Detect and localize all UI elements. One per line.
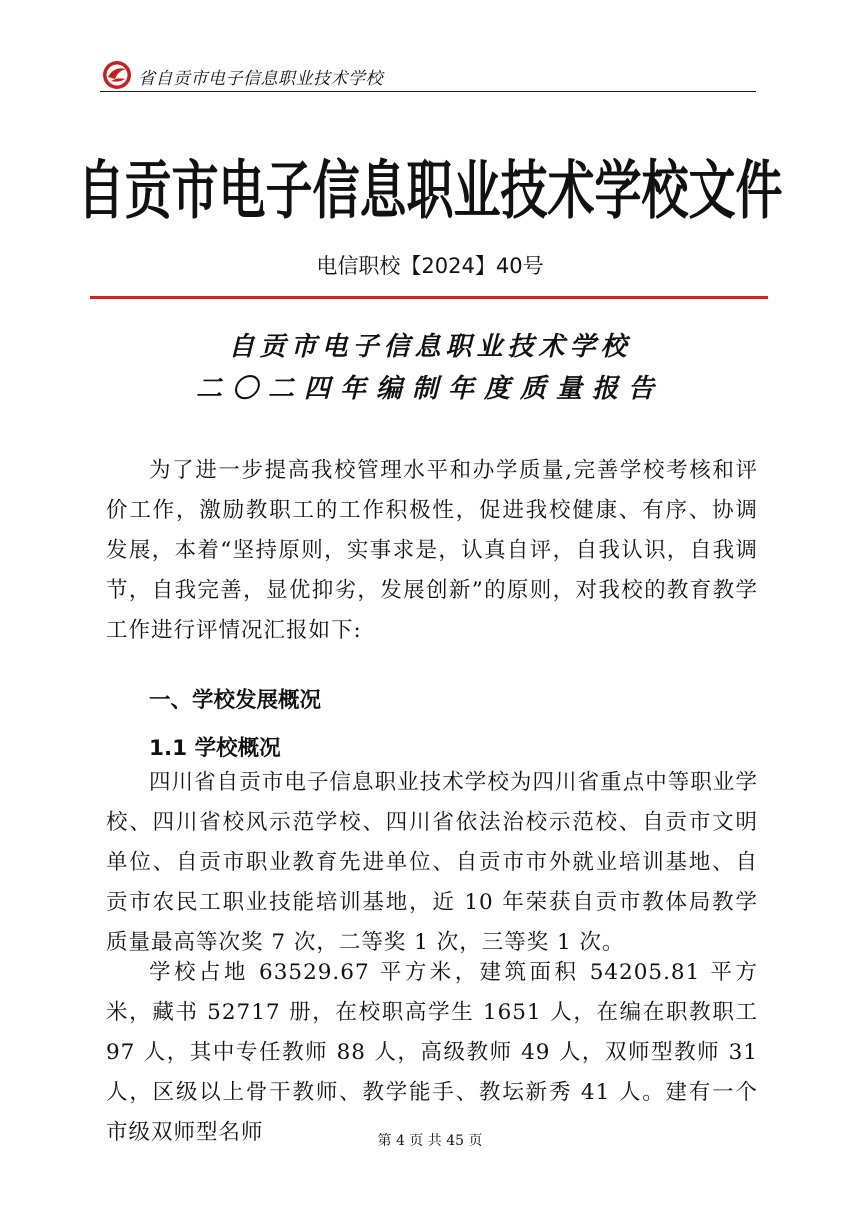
document-number: 电信职校【2024】40号 — [316, 254, 544, 278]
header-divider — [100, 91, 756, 92]
page-header — [100, 58, 756, 92]
intro-paragraph: 为了进一步提高我校管理水平和办学质量,完善学校考核和评价工作，激励教职工的工作积极性，促进我校健康、有序、协调发展，本着“坚持原则，实事求是，认真自评，自我认识，自我调节，自我完善，显优抑劣，发展创新”的原则，对我校的教育教学工作进行评情况汇报如下: — [106, 458, 758, 643]
document-title: 自贡市电子信息职业技术学校文件 — [77, 154, 783, 229]
facilities-paragraph: 学校占地 63529.67 平方米，建筑面积 54205.81 平方米，藏书 52717 册，在校职高学生 1651 人，在编在职教职工 97 人，其中专任教师 88 人，高级教师 49 人，双师型教师 31 人，区级以上骨干教师、教学能手、教坛新秀 41 人。建有一个市级双师型名师 — [106, 960, 758, 1145]
section-heading: 一、学校发展概况 — [149, 688, 322, 713]
subsection-heading: 1.1 学校概况 — [149, 736, 281, 761]
overview-paragraph: 四川省自贡市电子信息职业技术学校为四川省重点中等职业学校、四川省校风示范学校、四川省依法治校示范校、自贡市文明单位、自贡市职业教育先进单位、自贡市市外就业培训基地、自贡市农民工职业技能培训基地，近 10 年荣获自贡市教体局教学质量最高等次奖 7 次，二等奖 1 次，三等奖 1 次。 — [106, 770, 758, 955]
page-number: 第 4 页 共 45 页 — [377, 1133, 483, 1149]
school-logo-icon — [102, 60, 132, 90]
report-title-line-1: 自贡市电子信息职业技术学校 — [228, 332, 632, 362]
report-title-line-2: 二〇二四年编制年度质量报告 — [195, 374, 664, 404]
red-divider — [90, 296, 768, 299]
header-school-name: 省自贡市电子信息职业技术学校 — [138, 69, 383, 89]
